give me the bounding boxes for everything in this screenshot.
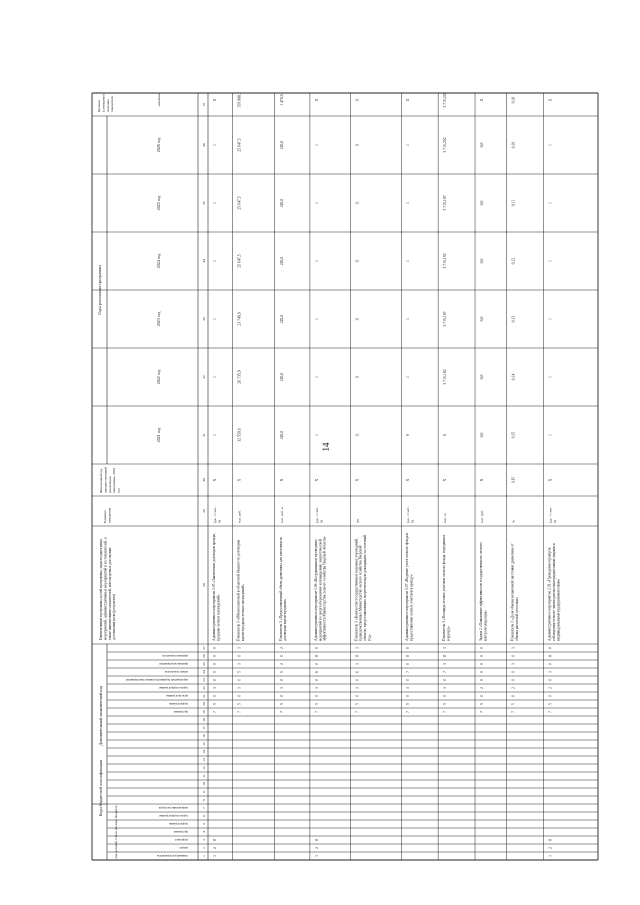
header-fin: Финансовый год,предшествующийреализациипрограммы, 2020год	[99, 467, 121, 493]
row-name: Показатель 1 «Площадь лесных участков лесного фонда, переданныхв аренду»	[442, 534, 451, 641]
row-value: 3 715,187	[443, 311, 448, 327]
header-budget-article: код целевой статьи расхода бюджета	[114, 805, 118, 859]
row-analytic: 7	[314, 711, 319, 713]
row-value: 3 715,182	[443, 369, 448, 385]
row-unit: тыс. куб. м	[279, 507, 284, 523]
row-analytic: 1	[443, 687, 448, 689]
row-fin: X	[279, 478, 284, 482]
row-analytic: 0	[213, 663, 217, 665]
row-name: Задача 2 «Повышение эффективности государственного лесногоконтроля (надзора)»	[479, 542, 488, 641]
header-analytic-col: цель программы	[166, 694, 188, 698]
column-number: 23	[202, 678, 206, 682]
row-analytic: 8	[314, 655, 319, 657]
row-name: Показатель 1 «Доля объема незаконной заготовки древесины отобъема расчетной лесосеки»	[510, 543, 520, 641]
row-value: 1	[548, 318, 553, 320]
row-analytic: 1	[355, 687, 360, 689]
column-number: 15	[202, 742, 206, 746]
row-target: X	[548, 98, 553, 102]
row-value: 1	[314, 376, 319, 378]
row-unit: (да - 1/ нет -0)	[406, 505, 415, 523]
row-analytic: 0	[213, 679, 217, 681]
row-analytic: 5	[355, 703, 360, 705]
row-value: 0,0	[480, 432, 485, 438]
row-code: 2	[213, 847, 217, 849]
row-value: 0,0	[480, 142, 485, 148]
row-value: 0,0	[480, 374, 485, 380]
row-code: 2	[314, 847, 319, 849]
row-analytic: 5	[443, 703, 448, 705]
header-code-col: программа	[173, 830, 188, 834]
row-code: 8	[314, 839, 319, 841]
row-value: 0	[443, 434, 448, 436]
row-analytic: 1	[511, 647, 516, 649]
column-number: 22	[202, 686, 206, 690]
row-fin: X	[480, 478, 485, 482]
row-analytic: 5	[406, 703, 411, 705]
row-unit: тыс. руб.	[237, 510, 242, 523]
row-code: 8	[548, 839, 553, 841]
row-analytic: 1	[548, 671, 553, 673]
row-analytic: 1	[355, 647, 360, 649]
row-value: 1	[548, 376, 553, 378]
row-analytic: 0	[279, 679, 284, 681]
row-value: 11	[355, 433, 360, 437]
header-years: Годы реализации программы	[97, 265, 102, 315]
row-analytic: 0	[406, 647, 411, 649]
row-analytic: 0	[548, 647, 553, 649]
row-code: 3	[213, 855, 217, 857]
row-value: 25 647,5	[237, 254, 242, 268]
row-unit: (да - 1/ нет -0)	[548, 505, 557, 523]
row-analytic: 0	[237, 695, 242, 697]
row-value: 25 647,5	[237, 138, 242, 152]
row-analytic: 0	[279, 655, 284, 657]
row-code: 8	[213, 839, 217, 841]
row-analytic: 1	[213, 687, 217, 689]
header-code-col: раздел	[179, 846, 188, 850]
row-name: Административное мероприятие 1.05 «Заключение договоров аренды,продажи лесных насаждений»	[212, 533, 221, 641]
row-value: 0,10	[511, 141, 516, 149]
column-number: 36	[202, 143, 206, 147]
row-code: 3	[548, 855, 553, 857]
row-unit: %	[511, 520, 516, 523]
row-unit: тыс. руб.	[480, 510, 485, 523]
header-year-6: 2026 год	[156, 137, 161, 153]
row-analytic: 7	[213, 711, 217, 713]
row-value: 245,0	[279, 140, 284, 150]
column-number: 13	[202, 758, 206, 762]
row-analytic: 5	[213, 671, 217, 673]
row-analytic: 0	[213, 655, 217, 657]
header-analytic-col: программа	[173, 710, 188, 714]
column-number: 30	[202, 478, 206, 482]
row-value: 0,12	[511, 257, 516, 265]
row-value: 1	[548, 434, 553, 436]
row-analytic: 0	[279, 695, 284, 697]
row-analytic: 8	[443, 655, 448, 657]
row-analytic: 5	[213, 703, 217, 705]
row-analytic: 5	[279, 671, 284, 673]
row-target: X	[314, 98, 319, 102]
row-analytic: 0	[237, 655, 242, 657]
row-value: 11	[355, 317, 360, 321]
row-name: Показатель 2 «Предоставленный объем древесины для заготовки подоговорам купли-продажи»	[278, 536, 288, 641]
row-analytic: 0	[213, 647, 217, 649]
row-analytic: 0	[213, 695, 217, 697]
column-number: 21	[202, 694, 206, 698]
row-name: Показатель 1 «Объем платежей в областной бюджет по договорамкупли-продажи лесных насаждений»	[236, 539, 245, 641]
column-number: 19	[202, 710, 206, 714]
row-analytic: 6	[314, 671, 319, 673]
column-number: 28	[202, 583, 206, 587]
row-analytic: 0	[480, 655, 485, 657]
header-target: Целевое(суммарное)значениепоказателя	[97, 94, 115, 112]
header-analytic-col: признак мероприятия	[159, 662, 188, 666]
row-analytic: 0	[406, 663, 411, 665]
row-analytic: 7	[355, 711, 360, 713]
row-value: 1	[314, 144, 319, 146]
row-value: 1	[213, 376, 217, 378]
row-analytic: 6	[355, 671, 360, 673]
row-analytic: 0	[314, 679, 319, 681]
row-value: 0,0	[480, 200, 485, 206]
header-analytic: Дополнительный аналитический код	[99, 686, 103, 746]
row-analytic: 0	[548, 663, 553, 665]
row-analytic: 1	[237, 687, 242, 689]
row-analytic: 0	[480, 671, 485, 673]
column-number: 14	[202, 750, 206, 754]
row-analytic: 0	[480, 695, 485, 697]
row-analytic: 0	[480, 647, 485, 649]
row-name: Административное мероприятие 1.06 «Координация и проведениемероприятий по энергосбережению и повышению энергетическойэффективности Министерства лесного хозяйства Тверской области»	[313, 536, 327, 641]
row-analytic: 1	[314, 687, 319, 689]
row-code: 2	[548, 847, 553, 849]
row-code: 3	[314, 855, 319, 857]
row-analytic: 0	[355, 695, 360, 697]
row-value: 0,15	[511, 431, 516, 439]
row-analytic: 0	[548, 679, 553, 681]
header-year-5: 2025 год	[156, 195, 161, 211]
row-target: X	[213, 98, 217, 102]
row-value: 0,13	[511, 315, 516, 323]
row-analytic: 7	[443, 671, 448, 673]
row-value: 1	[213, 318, 217, 320]
row-analytic: 0	[237, 679, 242, 681]
row-analytic: 0	[314, 695, 319, 697]
column-number: 12	[202, 766, 206, 770]
row-value: 1	[548, 260, 553, 262]
row-value: 3 715,197	[443, 195, 448, 211]
row-analytic: 8	[406, 655, 411, 657]
row-analytic: 5	[548, 703, 553, 705]
column-number: 3	[202, 839, 206, 841]
column-number: 5	[202, 823, 206, 825]
row-value: 32 559,6	[237, 428, 242, 442]
column-number: 1	[202, 855, 206, 857]
row-fin: 0,15	[511, 476, 516, 484]
row-analytic: 1	[355, 663, 360, 665]
header-year-2: 2022 год	[156, 369, 161, 385]
row-value: 23 749,9	[237, 312, 242, 326]
row-fin: X	[314, 478, 319, 482]
row-value: 245,0	[279, 256, 284, 266]
row-value: 11	[355, 259, 360, 263]
row-analytic: 0	[511, 655, 516, 657]
row-value: 1	[406, 202, 411, 204]
row-value: 0,11	[511, 199, 516, 207]
row-target: X	[480, 98, 485, 102]
row-analytic: 0	[314, 647, 319, 649]
row-analytic: 8	[548, 655, 553, 657]
row-value: 0	[406, 434, 411, 436]
header-code-col: подпрограмма	[169, 822, 188, 826]
row-name: Показатель 1 «Количество государственных казенных учреждений,подведомственных Министерству лесного хозяйства Тверскойобласти, предоставляющих энергетическую декларацию за отчетныйгод»	[354, 534, 372, 641]
row-value: 1	[213, 144, 217, 146]
column-number: 4	[202, 831, 206, 833]
row-value: 245,0	[279, 198, 284, 208]
row-analytic: 5	[314, 703, 319, 705]
row-value: 245,0	[279, 430, 284, 440]
row-value: 245,0	[279, 314, 284, 324]
row-fin: X	[443, 478, 448, 482]
column-number: 18	[202, 718, 206, 722]
row-fin: X	[406, 478, 411, 482]
row-analytic: 7	[548, 711, 553, 713]
row-analytic: 5	[279, 703, 284, 705]
header-code-col: задача подпрограммы	[159, 814, 188, 818]
header-code-col: направление расходов	[158, 806, 188, 810]
row-analytic: 0	[406, 679, 411, 681]
row-name: Административное мероприятие 2.01 «Проведение провероксоблюдения лесного законодательства юридическими лицами ииндивидуальными предпринимателями»	[547, 543, 561, 641]
page-number: 14	[321, 442, 331, 452]
column-number: 37	[202, 102, 206, 107]
row-name: Административное мероприятие 1.07 «Ведение учета лесного фонда ипредоставление лесных участков в аренду»	[405, 532, 414, 641]
row-analytic: 1	[279, 687, 284, 689]
row-value: 0,0	[480, 316, 485, 322]
header-code-col: главный распорядитель	[156, 854, 188, 858]
column-number: 16	[202, 734, 206, 738]
row-value: 1	[548, 144, 553, 146]
row-value: 1	[213, 434, 217, 436]
row-value: 1	[548, 202, 553, 204]
row-value: 3 715,202	[443, 137, 448, 153]
row-value: 1	[314, 202, 319, 204]
row-analytic: 7	[406, 711, 411, 713]
row-analytic: 7	[406, 671, 411, 673]
row-analytic: 7	[443, 711, 448, 713]
row-analytic: 7	[511, 711, 516, 713]
row-value: 25 647,5	[237, 196, 242, 210]
column-number: 11	[202, 774, 206, 778]
column-number: 32	[202, 375, 206, 379]
row-analytic: 5	[237, 671, 242, 673]
row-value: 1	[406, 260, 411, 262]
header-name: Наименование программы, целей программы, задач подпрограмм,мероприятий, административных мероприятий и их показателей, атакже наименование показателей, используемых для оценкидостижения цели (результата)	[99, 537, 117, 640]
row-fin: X	[213, 478, 217, 482]
row-value: 11	[355, 375, 360, 379]
row-target: X	[406, 98, 411, 102]
column-number: 9	[202, 791, 206, 793]
row-analytic: 5	[237, 703, 242, 705]
row-unit: (да - 1/ нет -0)	[314, 505, 324, 523]
column-number: 7	[202, 807, 206, 809]
row-analytic: 1	[237, 663, 242, 665]
column-number: 6	[202, 815, 206, 817]
row-analytic: 0	[443, 679, 448, 681]
column-number: 25	[202, 662, 206, 666]
row-target: 0,10	[511, 96, 516, 104]
row-value: 1	[406, 144, 411, 146]
header-unit: Единицаизмерения	[103, 507, 112, 523]
row-analytic: 0	[406, 695, 411, 697]
row-analytic: 2	[279, 663, 284, 665]
row-value: 1	[314, 434, 319, 436]
row-value: 1	[314, 260, 319, 262]
row-value: 11	[355, 201, 360, 205]
row-analytic: 0	[355, 679, 360, 681]
row-analytic: 0	[443, 695, 448, 697]
header-analytic-col: номер показателя	[164, 670, 188, 674]
row-fin: X	[548, 478, 553, 482]
row-analytic: 0	[480, 663, 485, 665]
row-value: 0,0	[480, 258, 485, 264]
header-analytic-col: подпрограмма	[169, 702, 188, 706]
row-analytic: 1	[237, 647, 242, 649]
row-unit: тыс. га	[443, 513, 448, 523]
row-analytic: 8	[355, 655, 360, 657]
row-analytic: 1	[511, 663, 516, 665]
row-value: 1	[314, 318, 319, 320]
row-fin: X	[355, 478, 360, 482]
column-number: 2	[202, 847, 206, 849]
column-number: 20	[202, 702, 206, 706]
row-value: 11	[355, 143, 360, 147]
row-value: 1	[406, 318, 411, 320]
header-code-col: подраздел	[174, 838, 188, 842]
row-analytic: 7	[237, 711, 242, 713]
row-analytic: 2	[511, 687, 516, 689]
row-unit: (да - 1/ нет -0)	[213, 505, 222, 523]
row-analytic: 0	[548, 695, 553, 697]
header-analytic-col: мероприятие (административное мероприятие)	[125, 678, 188, 682]
row-analytic: 5	[511, 703, 516, 705]
header-target-sub: значение	[157, 93, 161, 107]
row-unit: шт.	[355, 518, 360, 523]
row-analytic: 5	[480, 703, 485, 705]
row-value: 3 715,192	[443, 253, 448, 269]
header-analytic-col: признак показателя	[162, 654, 188, 658]
row-analytic: 1	[406, 687, 411, 689]
row-value: 1	[213, 260, 217, 262]
header-year-4: 2024 год	[156, 253, 161, 269]
row-analytic: 0	[511, 671, 516, 673]
row-analytic: 7	[279, 711, 284, 713]
row-analytic: 2	[279, 647, 284, 649]
row-target: 11	[355, 98, 360, 102]
row-value: 0,14	[511, 373, 516, 381]
row-analytic: 1	[443, 663, 448, 665]
row-target: 159 988,1	[237, 92, 242, 108]
column-number: 8	[202, 799, 206, 801]
row-analytic: 0	[511, 695, 516, 697]
row-fin: X	[237, 478, 242, 482]
row-value: 1	[213, 202, 217, 204]
row-target: 3 715,202	[443, 92, 448, 108]
header-codes: Коды бюджетной классификации	[98, 759, 103, 817]
row-analytic: 0	[480, 679, 485, 681]
row-analytic: 2	[548, 687, 553, 689]
header-year-3: 2023 год	[156, 311, 161, 327]
column-number: 35	[202, 201, 206, 205]
column-number: 34	[202, 259, 206, 263]
row-analytic: 7	[480, 711, 485, 713]
header-analytic-col: задача подпрограммы	[159, 686, 188, 690]
row-target: 1 470,0	[279, 94, 284, 106]
column-number: 24	[202, 670, 206, 674]
column-number: 31	[202, 433, 206, 437]
row-value: 1	[406, 376, 411, 378]
column-number: 26	[202, 654, 206, 658]
row-analytic: 1	[443, 647, 448, 649]
row-analytic: 0	[314, 663, 319, 665]
column-number: 27	[202, 646, 206, 650]
row-value: 245,0	[279, 372, 284, 382]
column-number: 17	[202, 726, 206, 730]
row-analytic: 0	[511, 679, 516, 681]
column-number: 10	[202, 782, 206, 786]
column-number: 29	[202, 509, 206, 513]
column-number: 33	[202, 317, 206, 321]
header-year-1: 2021 год	[156, 427, 161, 443]
row-value: 26 735,9	[237, 370, 242, 384]
row-analytic: 2	[480, 687, 485, 689]
